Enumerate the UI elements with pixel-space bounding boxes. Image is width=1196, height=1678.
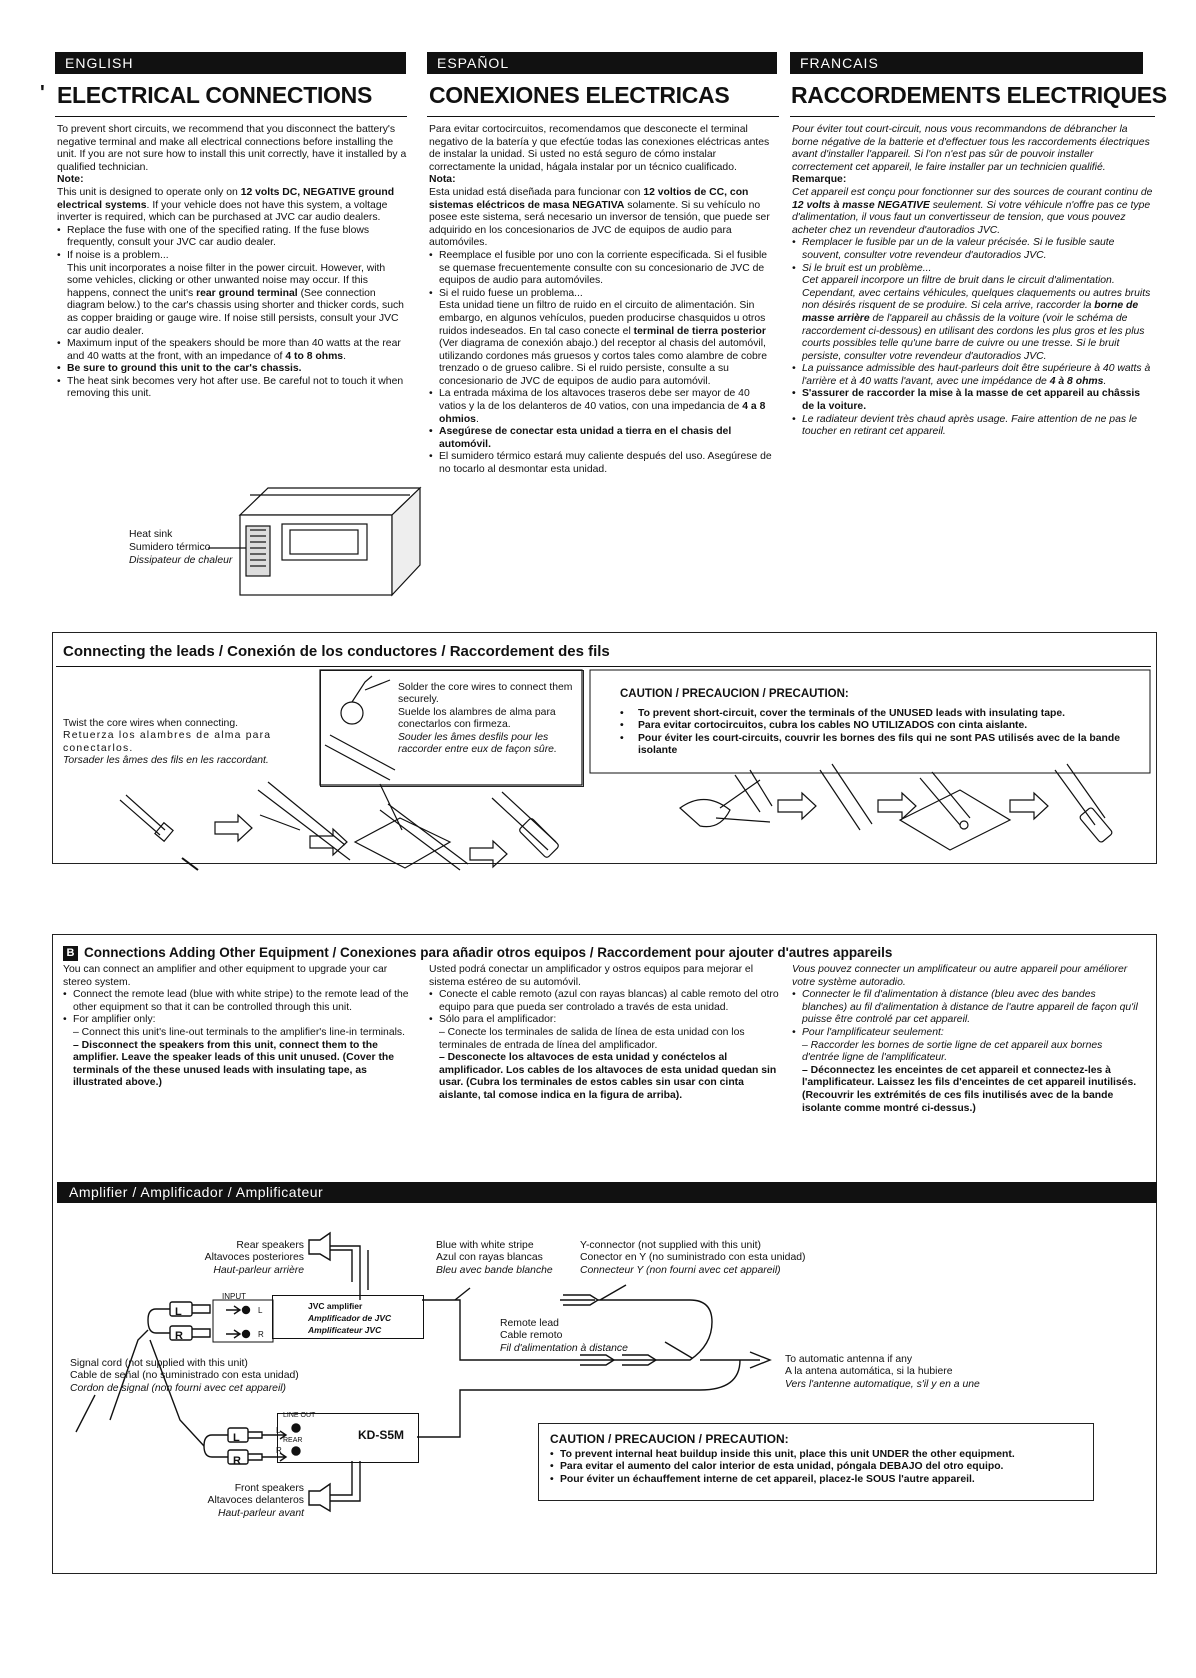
other-fr-d1: – Raccorder les bornes de sortie ligne de cet appareil aux bornes d'entrée ligne de l'amplificateur.: [802, 1039, 1103, 1064]
fr-bullet-fuse: • Remplacer le fusible par un de la valeur précisée. Si le fusible saute souvent, consulter votre revendeur d'autoradios JVC.: [792, 237, 1154, 262]
es-bullet-heatsink: • El sumidero térmico estará muy caliente después del uso. Asegúrese de no tocarlo al desmontar esta unidad.: [429, 451, 779, 476]
input-label: INPUT: [222, 1292, 246, 1301]
lang-tab-french: FRANCAIS: [790, 52, 1143, 74]
front-speakers-label: Front speakers Altavoces delanteros Haut-parleur avant: [207, 1483, 304, 1519]
other-es-d1: – Conecte los terminales de salida de línea de esta unidad con los terminales de entrada de línea del amplificador.: [439, 1026, 745, 1051]
antenna-label: To automatic antenna if any A la antena automática, si la hubiere Vers l'antenne automatique, s'il y en a une: [785, 1354, 980, 1390]
amp-caution-item: • Pour éviter un échauffement interne de cet appareil, placez-le SOUS l'autre appareil.: [550, 1474, 1088, 1486]
other-en-column: [63, 964, 413, 1090]
connecting-leads-rule: [56, 666, 1151, 667]
title-english: ELECTRICAL CONNECTIONS: [57, 82, 372, 108]
en-bullet-noise: • If noise is a problem...: [57, 250, 411, 263]
en-note-head: Note:: [57, 174, 84, 186]
plug-l-label: L: [175, 1306, 182, 1318]
plug-r-label: R: [175, 1330, 183, 1342]
amp-caution-title: CAUTION / PRECAUCION / PRECAUTION:: [550, 1432, 789, 1446]
title-rule-es: [427, 116, 779, 117]
en-bullet-heatsink: • The heat sink becomes very hot after use. Be careful not to touch it when removing this unit.: [57, 376, 411, 401]
title-french: RACCORDEMENTS ELECTRIQUES: [791, 82, 1167, 108]
plug2-l-label: L: [233, 1432, 240, 1444]
other-es-b1: • Conecte el cable remoto (azul con rayas blancas) al cable remoto del otro equipo para que pueda ser controlado a través de esta unidad.: [429, 989, 779, 1014]
fr-noise-text: Cet appareil incorpore un filtre de bruit dans le circuit d'alimentation. Cependant, avec certains véhicules, quelques claquements ou autres bruits non désirés risquent de se produire. Si cela arrive, raccorder la borne de masse arrière de l'appareil au châssis de la voiture (voir le schéma de raccordement ci-dessous) en utilisant des cordons les plus gros et les plus courts possibles telle qu'une barre de cuivre ou une tresse. Si le bruit persiste, consulter votre revendeur d'autoradios JVC.: [802, 275, 1151, 362]
leads-caution-item: • Para evitar cortocircuitos, cubra los cables NO UTILIZADOS con cinta aislante.: [620, 720, 1138, 732]
en-noise-text: This unit incorporates a noise filter in the power circuit. However, with some vehicles, clicking or other unwanted noise may occur. If this happens, connect the unit's rear ground terminal (See connection diagram below.) to the car's chassis using shorter and thicker cords, such as copper braiding or gauge wire. If noise still persists, consult your JVC car audio dealer.: [67, 262, 404, 337]
en-bullet-speakers: • Maximum input of the speakers should be more than 40 watts at the rear and 40 watts at the front, with an impedance of 4 to 8 ohms.: [57, 338, 411, 363]
es-intro: Para evitar cortocircuitos, recomendamos que desconecte el terminal negativo de la batería y que efectúe todas las conexiones eléctricas antes de instalar la unidad. Si usted no está seguro de cómo instalar correctamente la unidad, hágala instalar por un técnico cualificado.: [429, 124, 770, 173]
fr-note: Cet appareil est conçu pour fonctionner sur des sources de courant continu de 12 volts à masse NEGATIVE seulement. Si votre véhicule n'offre pas ce type d'alimentation, il vous faut un convertisseur de tension, que vous pouvez acheter chez un revendeur d'autoradios JVC.: [792, 186, 1153, 236]
other-es-d2: – Desconecte los altavoces de esta unidad y conéctelos al amplificador. Los cables de los altavoces de esta unidad quedan sin usar. (Cubra los terminales de estos cables sin usar con cinta aislante, tal comose indica en la figura de arriba).: [439, 1052, 777, 1101]
other-fr-d2: – Déconnectez les enceintes de cet appareil et connectez-les à l'amplificateur. Laissez les fils d'enceintes de cet appareil inutilisés. (Recouvrir les extrémités de ces fils inutilisés avec de la bande isolante comme montré ci-dessus.): [802, 1064, 1137, 1114]
amp-caution-item: • To prevent internal heat buildup inside this unit, place this unit UNDER the other equipment.: [550, 1449, 1088, 1461]
english-column: [57, 124, 411, 401]
en-bullet-fuse: • Replace the fuse with one of the specified rating. If the fuse blows frequently, consult your JVC car audio dealer.: [57, 225, 411, 250]
es-bullet-noise: • Si el ruido fuese un problema...: [429, 288, 779, 301]
other-fr-column: [792, 964, 1142, 1115]
connecting-leads-title: Connecting the leads / Conexión de los conductores / Raccordement des fils: [63, 643, 610, 660]
fr-bullet-ground: • S'assurer de raccorder la mise à la masse de cet appareil au châssis de la voiture.: [792, 388, 1154, 413]
es-bullet-fuse: • Reemplace el fusible por uno con la corriente especificada. Si el fusible se quemase frecuentemente consulte con su concesionario de JVC de equipos de audio para automóviles.: [429, 250, 779, 288]
amp-caution-list: [550, 1449, 1088, 1486]
other-fr-b2: • Pour l'amplificateur seulement:: [792, 1027, 1142, 1040]
title-rule-fr: [790, 116, 1155, 117]
jvc-amp-label: JVC amplifier Amplificador de JVC Amplificateur JVC: [308, 1301, 392, 1335]
bullet-mark: ': [40, 82, 45, 104]
blue-wire-label: Blue with white stripe Azul con rayas blancas Bleu avec bande blanche: [436, 1240, 553, 1276]
other-es-column: [429, 964, 779, 1103]
other-equipment-title: Connections Adding Other Equipment / Conexiones para añadir otros equipos / Raccordement pour ajouter d'autres appareils: [84, 945, 893, 960]
section-b-badge: B: [63, 946, 78, 961]
lineout-label: LINE OUT: [283, 1412, 316, 1419]
model-label: KD-S5M: [358, 1428, 405, 1442]
other-en-d1: – Connect this unit's line-out terminals to the amplifier's line-in terminals.: [73, 1026, 405, 1038]
en-bullet-ground: • Be sure to ground this unit to the car's chassis.: [57, 363, 411, 376]
es-bullet-speakers: • La entrada máxima de los altavoces traseros debe ser mayor de 40 vatios y la de los delanteros de 40 vatios, con una impedancia de 4 a 8 ohmios.: [429, 388, 779, 426]
other-es-b2: • Sólo para el amplificador:: [429, 1014, 779, 1027]
fr-note-head: Remarque:: [792, 174, 847, 186]
fr-bullet-speakers: • La puissance admissible des haut-parleurs doit être supérieure à 40 watts à l'arrière et à 40 watts l'avant, avec une impédance de 4 à 8 ohms.: [792, 363, 1154, 388]
solder-caption: Solder the core wires to connect them securely. Suelde los alambres de alma para conectarlos con firmeza. Souder les âmes desfils pour les raccorder entre eux de façon sûre.: [398, 682, 573, 756]
lang-tab-spanish: ESPAÑOL: [427, 52, 777, 74]
leads-caution-item: • Pour éviter les court-circuits, couvrir les bornes des fils qui ne sont PAS utilisés avec de la bande isolante: [620, 733, 1138, 758]
spanish-column: [429, 124, 779, 477]
other-en-d2: – Disconnect the speakers from this unit, connect them to the amplifier. Leave the speaker leads of this unit unused. (Cover the terminals of the these unused leads with insulating tape, as illustrated above.): [73, 1039, 395, 1089]
y-connector-label: Y-connector (not supplied with this unit) Conector en Y (no suministrado con esta unidad) Connecteur Y (non fourni avec cet appareil): [580, 1240, 806, 1276]
signal-cord-label: Signal cord (not supplied with this unit) Cable de señal (no suministrado con esta unidad) Cordon de signal (non fourni avec cet appareil): [70, 1358, 299, 1394]
es-note: Esta unidad está diseñada para funcionar con 12 voltios de CC, con sistemas eléctricos de masa NEGATIVA solamente. Si su vehículo no posee este sistema, será necesario un inversor de tensión, que puede ser adquirido en los concesionarios de JVC de equipos de audio para automóviles.: [429, 186, 770, 249]
fr-bullet-noise: • Si le bruit est un problème...: [792, 263, 1154, 276]
heatsink-label: Heat sink Sumidero térmico Dissipateur de chaleur: [129, 529, 233, 566]
title-spanish: CONEXIONES ELECTRICAS: [429, 82, 730, 108]
title-rule-en: [55, 116, 407, 117]
fr-intro: Pour éviter tout court-circuit, nous vous recommandons de débrancher la borne négative de la batterie et d'effectuer tous les raccordements électriques avant d'installer l'appareil. Si l'on n'est pas sûr de pouvoir installer correctement cet appareil, le faire installer par un technicien qualifié.: [792, 124, 1150, 173]
es-note-head: Nota:: [429, 174, 456, 186]
lang-tab-english: ENGLISH: [55, 52, 406, 74]
input-l: L: [258, 1306, 263, 1315]
other-es-intro: Usted podrá conectar un amplificador y ostros equipos para mejorar el sistema estéreo de su automóvil.: [429, 964, 754, 988]
fr-bullet-heatsink: • Le radiateur devient très chaud après usage. Faire attention de ne pas le toucher en retirant cet appareil.: [792, 414, 1154, 439]
other-en-b1: • Connect the remote lead (blue with white stripe) to the remote lead of the other equipment so that it can be controlled through this unit.: [63, 989, 413, 1014]
plug2-r-label: R: [233, 1455, 241, 1467]
amplifier-bar: Amplifier / Amplificador / Amplificateur: [57, 1182, 1157, 1203]
en-note: This unit is designed to operate only on 12 volts DC, NEGATIVE ground electrical systems. If your vehicle does not have this system, a voltage inverter is required, which can be purchased at JVC car audio dealers.: [57, 186, 395, 224]
other-en-b2: • For amplifier only:: [63, 1014, 413, 1027]
rear-label: REAR: [283, 1437, 303, 1444]
other-fr-b1: • Connecter le fil d'alimentation à distance (bleu avec des bandes blanches) au fil d'alimentation à distance de l'autre appareil de façon qu'il puisse être controlé par cet appareil.: [792, 989, 1142, 1027]
lineout-r: R: [276, 1446, 282, 1455]
leads-caution-list: [620, 708, 1138, 758]
other-fr-intro: Vous pouvez connecter un amplificateur ou autre appareil pour améliorer votre système autoradio.: [792, 964, 1128, 988]
amp-caution-item: • Para evitar el aumento del calor interior de esta unidad, póngala DEBAJO del otro equipo.: [550, 1461, 1088, 1473]
lineout-l: L: [276, 1426, 281, 1435]
rear-speakers-label: Rear speakers Altavoces posteriores Haut-parleur arrière: [204, 1240, 304, 1276]
other-en-intro: You can connect an amplifier and other equipment to upgrade your car stereo system.: [63, 964, 388, 988]
remote-lead-label: Remote lead Cable remoto Fil d'alimentation à distance: [500, 1318, 628, 1354]
french-column: [792, 124, 1154, 439]
input-r: R: [258, 1330, 264, 1339]
en-intro: To prevent short circuits, we recommend that you disconnect the battery's negative terminal and make all electrical connections before installing the unit. If you are not sure how to install this unit correctly, have it installed by a qualified technician.: [57, 124, 407, 173]
twist-caption: Twist the core wires when connecting. Retuerza los alambres de alma para conectarlos. Torsader les âmes des fils en les raccordant.: [63, 718, 272, 767]
leads-caution-title: CAUTION / PRECAUCION / PRECAUTION:: [620, 688, 849, 700]
es-bullet-ground: • Asegúrese de conectar esta unidad a tierra en el chasis del automóvil.: [429, 426, 779, 451]
es-noise-text: Esta unidad tiene un filtro de ruido en el circuito de alimentación. Sin embargo, en algunos vehículos, pueden producirse chasquidos u otros ruidos indeseados. En tal caso conecte el terminal de tierra posterior (Ver diagrama de conexión abajo.) del receptor al chasis del automóvil, utilizando cordones más gruesos y cortos tales como alambre de cobre trenzado o de grueso calibre. Si el ruido persiste, consulte a su concesionario de JVC de equipos de audio para automóvil.: [439, 300, 768, 387]
leads-caution-item: • To prevent short-circuit, cover the terminals of the UNUSED leads with insulating tape.: [620, 708, 1138, 720]
